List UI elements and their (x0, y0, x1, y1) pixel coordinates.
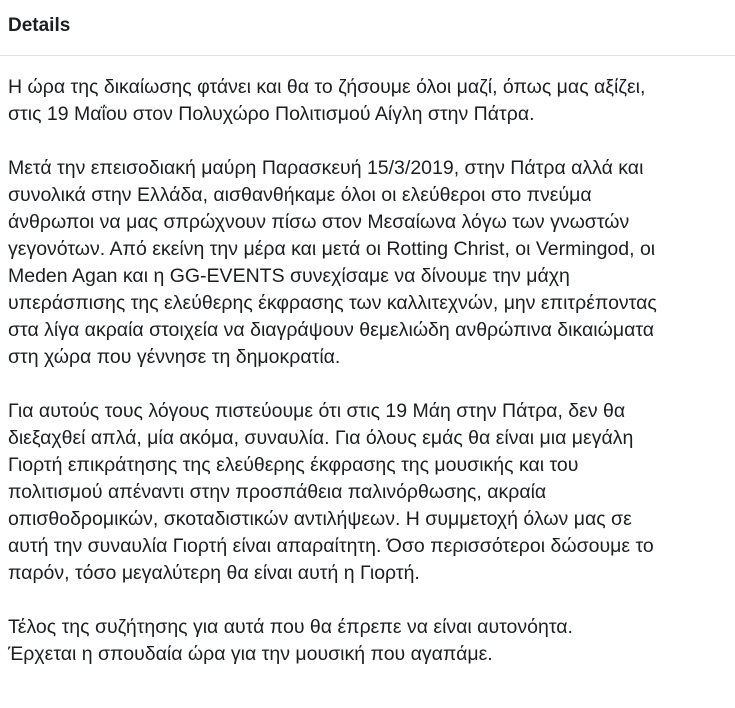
description-paragraph: Μετά την επεισοδιακή μαύρη Παρασκευή 15/3/2019, στην Πάτρα αλλά και συνολικά στην Ελλάδα, αισθανθήκαμε όλοι οι ελεύθεροι στο πνεύμα άνθρωποι να μας σπρώχνουν πίσω στον Μεσαίωνα λόγω των γνωστών γεγονότων. Από εκείνη την μέρα και μετά οι Rotting Christ, οι Vermingod, οι Meden Agan και η GG-EVENTS συνεχίσαμε να δίνουμε την μάχη υπεράσπισης της ελεύθερης έκφρασης των καλλιτεχνών, μην επιτρέποντας στα λίγα ακραία στοιχεία να διαγράψουν θεμελιώδη ανθρώπινα δικαιώματα στη χώρα που γέννησε τη δημοκρατία. (8, 157, 657, 368)
description-paragraph: Η ώρα της δικαίωσης φτάνει και θα το ζήσουμε όλοι μαζί, όπως μας αξίζει, στις 19 Μαΐου στον Πολυχώρο Πολιτισμού Αίγλη στην Πάτρα. (8, 76, 646, 125)
description-paragraph: Για αυτούς τους λόγους πιστεύουμε ότι στις 19 Μάη στην Πάτρα, δεν θα διεξαχθεί απλά, μία ακόμα, συναυλία. Για όλους εμάς θα είναι μια μεγάλη Γιορτή επικράτησης της ελεύθερης έκφρασης της μουσικής και του πολιτισμού απέναντι στην προσπάθεια παλινόρθωσης, ακραία οπισθοδρομικών, σκοταδιστικών αντιλήψεων. Η συμμετοχή όλων μας σε αυτή την συναυλία Γιορτή είναι απαραίτητη. Όσο περισσότεροι δώσουμε το παρόν, τόσο μεγαλύτερη θα είναι αυτή η Γιορτή. (8, 400, 654, 584)
event-description (0, 56, 735, 668)
details-title: Details (8, 15, 71, 36)
card-header (0, 0, 735, 56)
description-paragraph: Τέλος της συζήτησης για αυτά που θα έπρεπε να είναι αυτονόητα. Έρχεται η σπουδαία ώρα για την μουσική που αγαπάμε. (8, 616, 573, 665)
